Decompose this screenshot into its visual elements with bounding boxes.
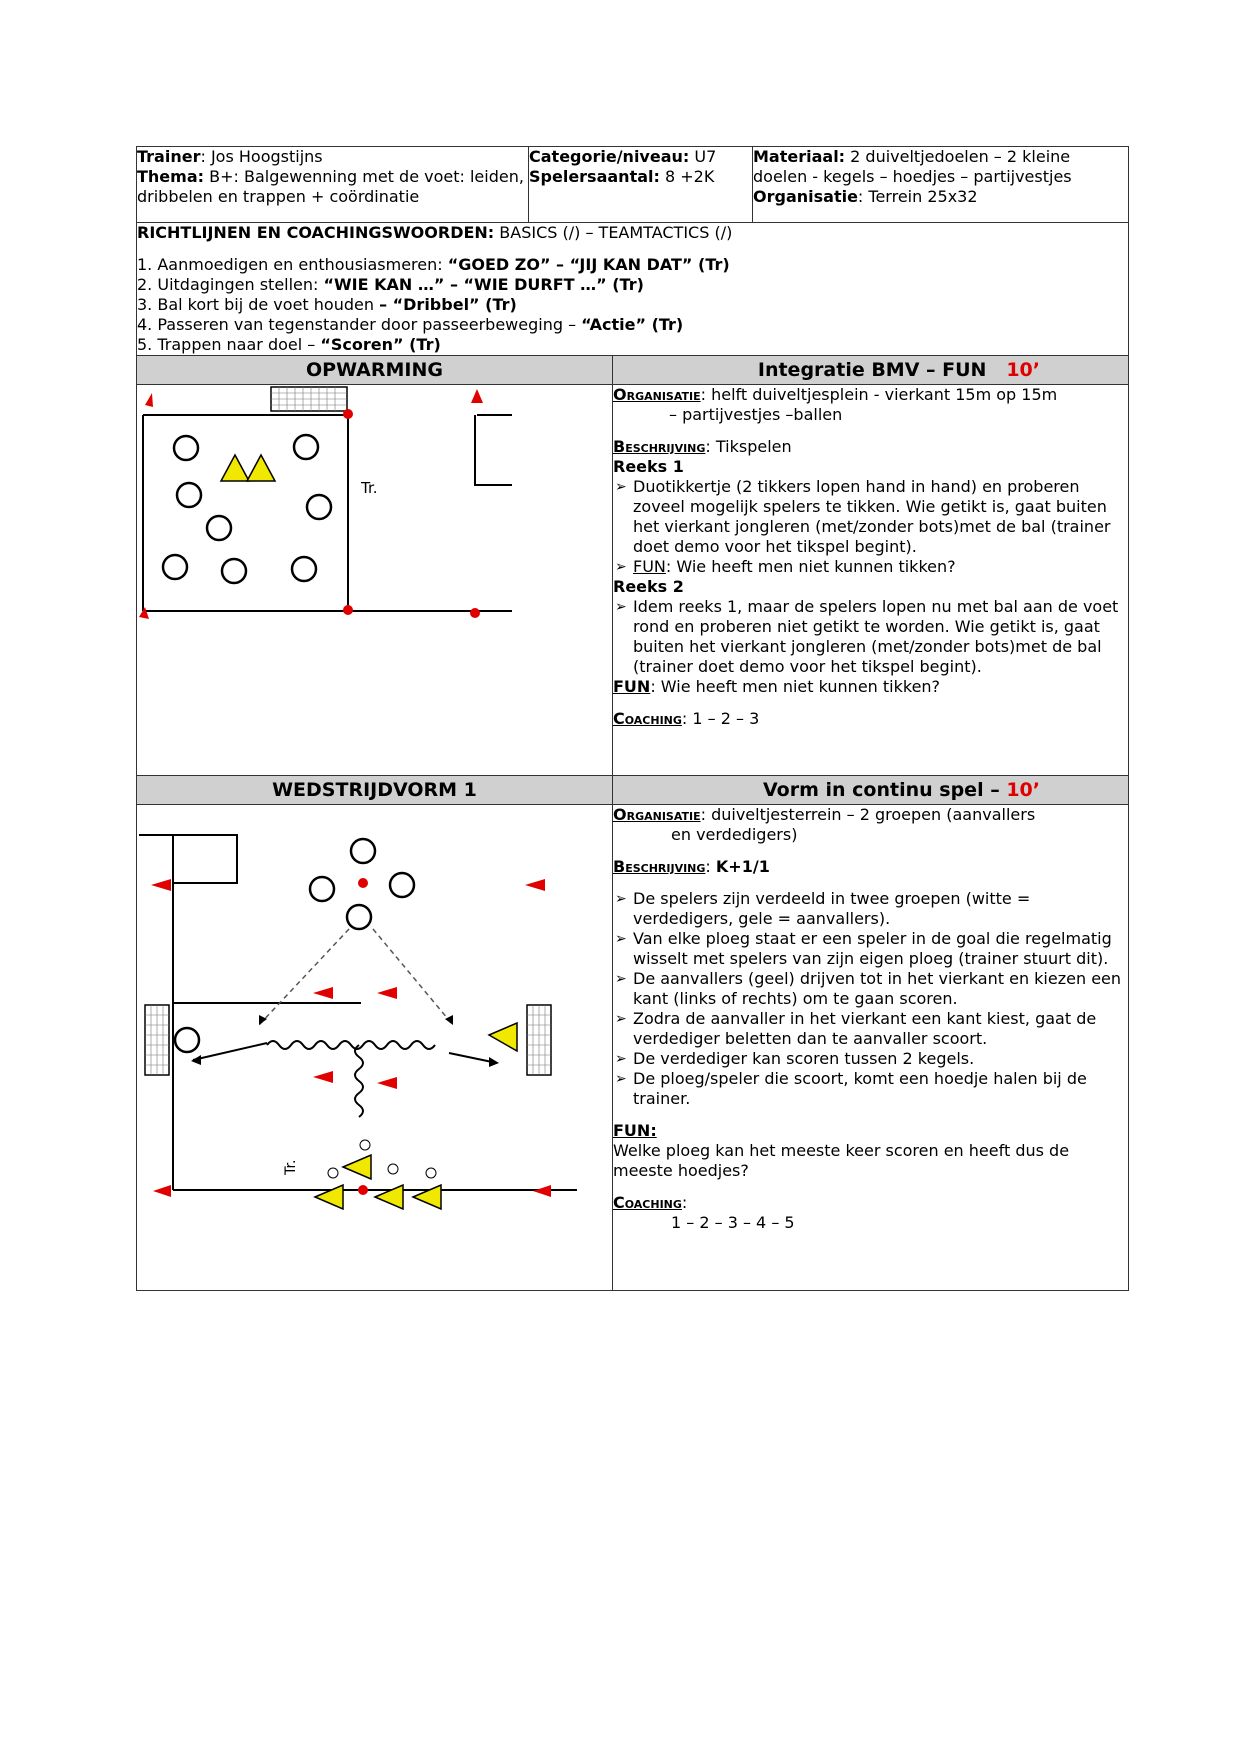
section1-right-title: Integratie BMV – FUN 10’	[613, 356, 1129, 385]
org-label: Organisatie	[613, 805, 701, 824]
reeks2-title: Reeks 2	[613, 577, 684, 596]
org-label: Organisatie	[613, 385, 701, 404]
materiaal-cell	[753, 147, 1129, 223]
player-white	[294, 435, 318, 459]
thema-value: B+: Balgewenning met de voet: leiden, dribbelen en trappen + coördinatie	[137, 167, 524, 206]
flag-cone	[153, 1185, 171, 1197]
categorie-value: U7	[689, 147, 717, 166]
materiaal-label: Materiaal:	[753, 147, 846, 166]
player-yellow	[247, 455, 275, 481]
categorie-cell	[529, 147, 753, 223]
section1-diagram-cell	[137, 385, 613, 776]
coaching-text: 1 – 2 – 3 – 4 – 5	[671, 1213, 795, 1232]
beschrijving-label: Beschrijving	[613, 437, 706, 456]
player-white	[174, 436, 198, 460]
player-white	[177, 483, 201, 507]
section1-left-title: OPWARMING	[137, 356, 613, 385]
list-item: ➢ Van elke ploeg staat er een speler in de goal die regelmatig wisselt met spelers van zijn eigen ploeg (trainer stuurt dit).	[613, 929, 1128, 969]
player-yellow	[375, 1185, 403, 1209]
player-yellow	[221, 455, 249, 481]
player-white	[163, 555, 187, 579]
thema-label: Thema:	[137, 167, 205, 186]
cone	[358, 878, 368, 888]
guideline-item: 2. Uitdagingen stellen: “WIE KAN …” – “WIE DURFT …” (Tr)	[137, 275, 644, 294]
pass-arrows	[259, 929, 453, 1025]
beschrijving-value: K+1/1	[715, 857, 770, 876]
player-white	[175, 1028, 199, 1052]
defenders	[163, 435, 331, 583]
guidelines-title-rest: BASICS (/) – TEAMTACTICS (/)	[494, 223, 733, 242]
list-item: ➢ De ploeg/speler die scoort, komt een hoedje halen bij de trainer.	[613, 1069, 1128, 1109]
trainer-label: Trainer	[137, 147, 201, 166]
ball	[426, 1168, 436, 1178]
list-item: ➢ FUN: Wie heeft men niet kunnen tikken?	[613, 557, 1128, 577]
player-white	[351, 839, 375, 863]
player-yellow	[489, 1023, 517, 1051]
flag-cone	[313, 987, 333, 999]
player-white	[207, 516, 231, 540]
player-white	[292, 557, 316, 581]
spelers-label: Spelersaantal:	[529, 167, 660, 186]
flag-cone	[377, 1077, 397, 1089]
goal	[271, 387, 347, 411]
reeks1-title: Reeks 1	[613, 457, 684, 476]
org-text-continued: – partijvestjes –ballen	[669, 405, 843, 424]
list-item: ➢ De verdediger kan scoren tussen 2 kegels.	[613, 1049, 1128, 1069]
coaching-label: Coaching	[613, 709, 682, 728]
section1-description: Organisatie: helft duiveltjesplein - vierkant 15m op 15m – partijvestjes –ballen Beschrijving: Tikspelen Reeks 1 ➢ Duotikkertje (2 tikkers lopen hand in hand) en proberen zoveel mogelijk spelers te tikken. Wie getikt is, gaat buiten het vierkant jongleren (met/zonder bots)met de bal (trainer doet demo voor het tikspel begint). ➢ FUN: Wie heeft men niet kunnen tikken? Reeks 2 ➢ Idem reeks 1, maar de spelers lopen nu met bal aan de voet rond en proberen niet getikt te worden. Wie getikt is, gaat buiten het vierkant jongleren (met/zonder bots)met de bal (trainer doet demo voor het tikspel begint). FUN: Wie heeft men niet kunnen tikken? Coaching: 1 – 2 – 3	[613, 385, 1129, 776]
player-yellow	[315, 1185, 343, 1209]
goal-right	[527, 1005, 551, 1075]
run-lines	[193, 1041, 497, 1117]
player-white	[310, 877, 334, 901]
cone	[343, 605, 353, 615]
section2-description: Organisatie: duiveltjesterrein – 2 groepen (aanvallers en verdedigers) Beschrijving: K+1/1 ➢ De spelers zijn verdeeld in twee groepen (witte = verdedigers, gele = aanvallers). ➢ Van elke ploeg staat er een speler in de goal die regelmatig wisselt met spelers van zijn eigen ploeg (trainer stuurt dit). ➢ De aanvallers (geel) drijven tot in het vierkant en kiezen een kant (links of rechts) om te gaan scoren. ➢ Zodra de aanvaller in het vierkant een kant kiest, gaat de verdediger beletten dan te aanvaller scoort. ➢ De verdediger kan scoren tussen 2 kegels. ➢ De ploeg/speler die scoort, komt een hoedje halen bij de trainer. FUN: Welke ploeg kan het meeste keer scoren en heeft dus de meeste hoedjes? Coaching: 1 – 2 – 3 – 4 – 5	[613, 805, 1129, 1291]
warmup-diagram-svg	[137, 385, 613, 775]
flag-cone	[139, 607, 149, 619]
ball	[388, 1164, 398, 1174]
session-table	[136, 146, 1129, 1291]
organisatie-value: : Terrein 25x32	[857, 187, 978, 206]
player-white	[347, 905, 371, 929]
section2-time: 10’	[1006, 779, 1040, 801]
flag-cone	[151, 879, 171, 891]
list-item: ➢ Duotikkertje (2 tikkers lopen hand in hand) en proberen zoveel mogelijk spelers te tikken. Wie getikt is, gaat buiten het vierkant jongleren (met/zonder bots)met de bal (trainer doet demo voor het tikspel begint).	[613, 477, 1128, 557]
player-white	[222, 559, 246, 583]
warmup-diagram	[137, 385, 612, 775]
trainer-marker: Tr.	[283, 1159, 299, 1175]
section2-right-title: Vorm in continu spel – 10’	[613, 776, 1129, 805]
defenders	[175, 839, 414, 1052]
section2-diagram-cell	[137, 805, 613, 1291]
cone	[470, 608, 480, 618]
list-item: ➢ Idem reeks 1, maar de spelers lopen nu met bal aan de voet rond en proberen niet getikt te worden. Wie getikt is, gaat buiten het vierkant jongleren (met/zonder bots)met de bal (trainer doet demo voor het tikspel begint).	[613, 597, 1128, 677]
goal-left	[145, 1005, 169, 1075]
materiaal-value: 2 duiveltjedoelen – 2 kleine doelen - kegels – hoedjes – partijvestjes	[753, 147, 1072, 186]
player-yellow	[343, 1155, 371, 1179]
org-text-continued: en verdedigers)	[671, 825, 798, 844]
list-item: ➢ De aanvallers (geel) drijven tot in het vierkant en kiezen een kant (links of rechts) om te gaan scoren.	[613, 969, 1128, 1009]
trainer-cell	[137, 147, 529, 223]
section1-time: 10’	[1006, 359, 1040, 381]
small-goal-line	[475, 415, 512, 485]
flag-cone	[471, 389, 483, 403]
player-white	[390, 873, 414, 897]
list-item: ➢ Zodra de aanvaller in het vierkant een kant kiest, gaat de verdediger beletten dan te aanvaller scoort.	[613, 1009, 1128, 1049]
organisatie-label: Organisatie	[753, 187, 858, 206]
flag-cone	[525, 879, 545, 891]
guideline-item: 3. Bal kort bij de voet houden – “Dribbel” (Tr)	[137, 295, 517, 314]
description-list	[613, 889, 1128, 1109]
categorie-label: Categorie/niveau:	[529, 147, 690, 166]
cone	[343, 409, 353, 419]
flag-cone	[313, 1071, 333, 1083]
guidelines-cell	[137, 223, 1129, 356]
beschrijving-label: Beschrijving	[613, 857, 706, 876]
fun-text: Welke ploeg kan het meeste keer scoren en heeft dus de meeste hoedjes?	[613, 1141, 1070, 1180]
ball	[328, 1168, 338, 1178]
player-yellow	[413, 1185, 441, 1209]
match-diagram	[137, 805, 612, 1290]
fun-label: FUN	[613, 677, 651, 696]
coaching-label: Coaching	[613, 1193, 682, 1212]
dribble-line	[267, 1041, 435, 1049]
reeks1-list	[613, 477, 1128, 577]
trainer-marker: Tr.	[361, 479, 378, 497]
top-left-area-line	[139, 835, 237, 883]
player-white	[307, 495, 331, 519]
guideline-item: 4. Passeren van tegenstander door passeerbeweging – “Actie” (Tr)	[137, 315, 684, 334]
session-sheet	[136, 146, 1128, 1291]
guidelines-list	[137, 255, 1128, 355]
flag-cone	[533, 1185, 551, 1197]
guideline-item: 1. Aanmoedigen en enthousiasmeren: “GOED ZO” – “JIJ KAN DAT” (Tr)	[137, 255, 730, 274]
dribble-line-vertical	[355, 1045, 363, 1117]
section2-left-title: WEDSTRIJDVORM 1	[137, 776, 613, 805]
guideline-item: 5. Trappen naar doel – “Scoren” (Tr)	[137, 335, 441, 354]
flag-cone	[377, 987, 397, 999]
ball	[360, 1140, 370, 1150]
reeks2-list	[613, 597, 1128, 677]
trainer-value: : Jos Hoogstijns	[200, 147, 323, 166]
match-diagram-svg	[137, 805, 613, 1290]
guidelines-title: RICHTLIJNEN EN COACHINGSWOORDEN:	[137, 223, 495, 242]
spelers-value: 8 +2K	[659, 167, 715, 186]
fun-label: FUN:	[613, 1121, 657, 1140]
cone	[358, 1185, 368, 1195]
balls	[328, 1140, 436, 1178]
flag-cone	[145, 393, 153, 407]
list-item: ➢ De spelers zijn verdeeld in twee groepen (witte = verdedigers, gele = aanvallers).	[613, 889, 1128, 929]
attackers	[221, 455, 275, 481]
attackers	[315, 1023, 517, 1209]
